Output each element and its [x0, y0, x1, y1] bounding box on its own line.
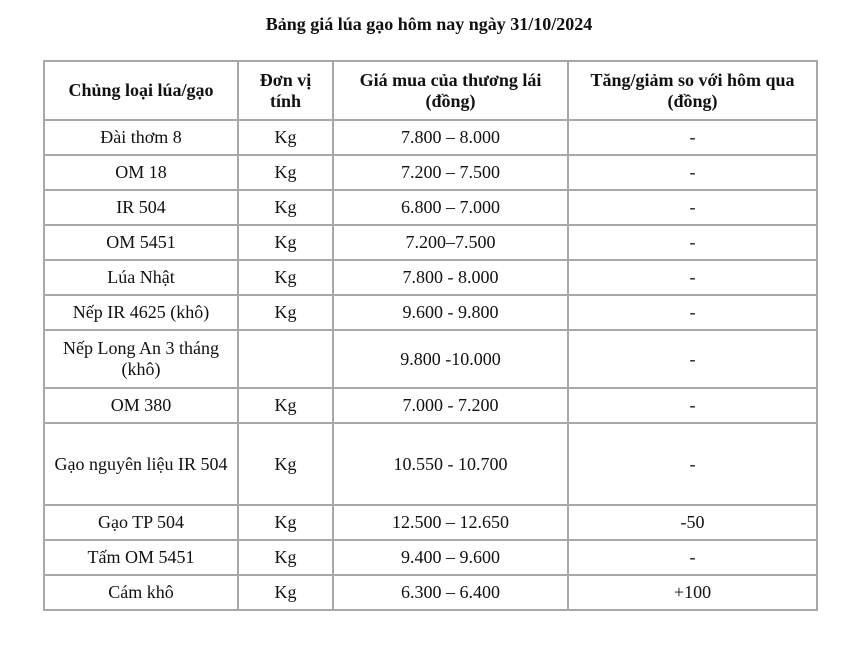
cell-price: 7.800 - 8.000 — [333, 260, 568, 295]
cell-price: 9.400 – 9.600 — [333, 540, 568, 575]
table-row — [44, 260, 817, 295]
cell-price: 7.200 – 7.500 — [333, 155, 568, 190]
table-row — [44, 120, 817, 155]
cell-change: - — [568, 423, 817, 505]
cell-change: - — [568, 388, 817, 423]
cell-variety: Cám khô — [44, 575, 238, 610]
cell-unit — [238, 330, 333, 388]
cell-change: -50 — [568, 505, 817, 540]
cell-change: - — [568, 260, 817, 295]
table-row — [44, 575, 817, 610]
cell-unit: Kg — [238, 260, 333, 295]
table-row — [44, 330, 817, 388]
cell-variety: Lúa Nhật — [44, 260, 238, 295]
cell-change: - — [568, 295, 817, 330]
table-row — [44, 225, 817, 260]
header-change: Tăng/giảm so với hôm qua (đồng) — [568, 61, 817, 120]
cell-change: - — [568, 190, 817, 225]
cell-variety: IR 504 — [44, 190, 238, 225]
table-header-row — [44, 61, 817, 120]
table-row — [44, 295, 817, 330]
cell-change: - — [568, 120, 817, 155]
table-row — [44, 505, 817, 540]
cell-variety: Nếp Long An 3 tháng (khô) — [44, 330, 238, 388]
cell-unit: Kg — [238, 225, 333, 260]
header-unit: Đơn vị tính — [238, 61, 333, 120]
cell-change: - — [568, 225, 817, 260]
header-variety: Chủng loại lúa/gạo — [44, 61, 238, 120]
page-title-text: Bảng giá lúa gạo hôm nay ngày 31/10/2024 — [265, 14, 593, 34]
cell-change: +100 — [568, 575, 817, 610]
cell-price: 6.800 – 7.000 — [333, 190, 568, 225]
cell-variety: Gạo TP 504 — [44, 505, 238, 540]
cell-unit: Kg — [238, 505, 333, 540]
cell-unit: Kg — [238, 423, 333, 505]
cell-unit: Kg — [238, 295, 333, 330]
cell-unit: Kg — [238, 155, 333, 190]
cell-change: - — [568, 330, 817, 388]
cell-price: 7.200–7.500 — [333, 225, 568, 260]
page-title — [0, 12, 844, 36]
cell-price: 7.000 - 7.200 — [333, 388, 568, 423]
cell-unit: Kg — [238, 388, 333, 423]
table-row — [44, 388, 817, 423]
table-row — [44, 190, 817, 225]
cell-variety: Tấm OM 5451 — [44, 540, 238, 575]
table-row — [44, 423, 817, 505]
cell-unit: Kg — [238, 120, 333, 155]
cell-price: 7.800 – 8.000 — [333, 120, 568, 155]
cell-variety: OM 5451 — [44, 225, 238, 260]
cell-variety: Đài thơm 8 — [44, 120, 238, 155]
cell-variety: OM 380 — [44, 388, 238, 423]
cell-unit: Kg — [238, 540, 333, 575]
cell-price: 9.600 - 9.800 — [333, 295, 568, 330]
cell-price: 9.800 -10.000 — [333, 330, 568, 388]
cell-unit: Kg — [238, 190, 333, 225]
table-row — [44, 155, 817, 190]
table-row — [44, 540, 817, 575]
rice-price-table — [43, 60, 818, 611]
cell-change: - — [568, 155, 817, 190]
header-buy-price: Giá mua của thương lái (đồng) — [333, 61, 568, 120]
cell-price: 6.300 – 6.400 — [333, 575, 568, 610]
cell-variety: OM 18 — [44, 155, 238, 190]
cell-price: 12.500 – 12.650 — [333, 505, 568, 540]
cell-price: 10.550 - 10.700 — [333, 423, 568, 505]
cell-unit: Kg — [238, 575, 333, 610]
cell-variety: Gạo nguyên liệu IR 504 — [44, 423, 238, 505]
cell-change: - — [568, 540, 817, 575]
cell-variety: Nếp IR 4625 (khô) — [44, 295, 238, 330]
